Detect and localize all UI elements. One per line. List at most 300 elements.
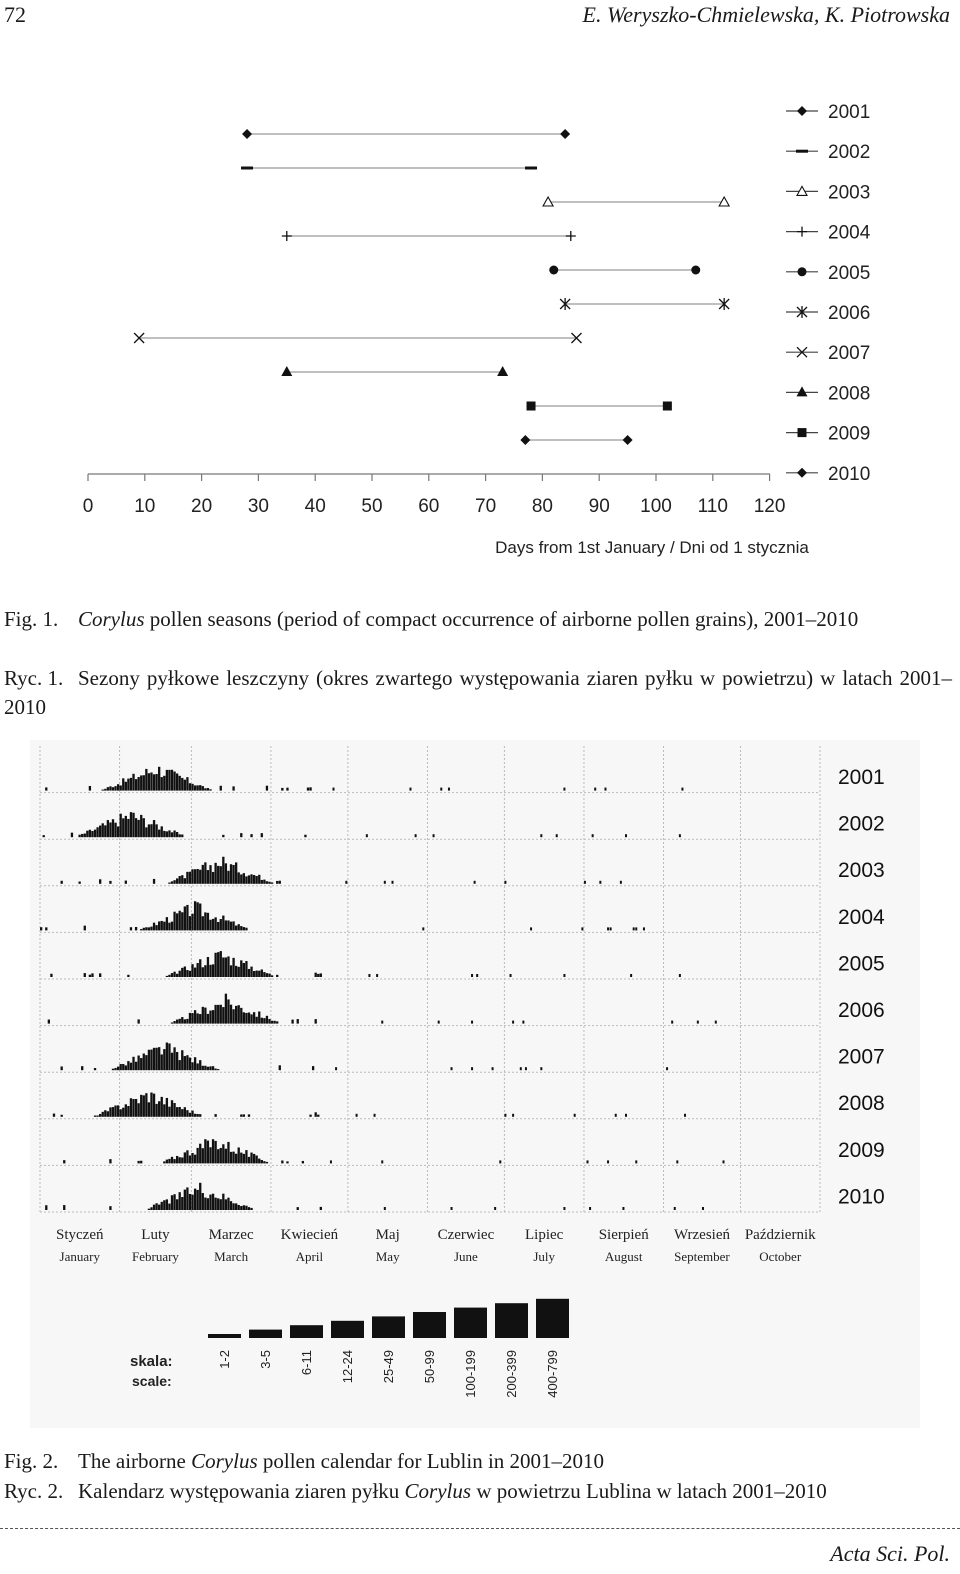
pollen-bar (199, 1144, 201, 1164)
pollen-bar (194, 1155, 196, 1164)
pollen-bar (194, 785, 196, 790)
pollen-bar (222, 1194, 224, 1210)
pollen-bar (304, 835, 306, 837)
year-label: 2008 (838, 1092, 885, 1116)
pollen-bar (163, 1200, 165, 1210)
caption-suffix: pollen calendar for Lublin in 2001–2010 (262, 1449, 605, 1473)
legend-label: 2003 (828, 182, 871, 204)
pollen-bar (99, 826, 101, 838)
pollen-bar (204, 1139, 206, 1163)
legend-label: 2002 (828, 142, 871, 164)
legend-marker (797, 468, 807, 478)
pollen-bar (161, 1054, 163, 1070)
pollen-bar (63, 1205, 65, 1210)
pollen-bar (155, 1048, 157, 1070)
pollen-bar (232, 1152, 234, 1164)
legend-marker (797, 386, 808, 396)
pollen-bar (161, 826, 163, 837)
pollen-bar (84, 834, 86, 838)
pollen-bar (114, 786, 116, 790)
x-tick-label: 120 (753, 496, 786, 517)
calendar-row-2008 (53, 1093, 686, 1117)
figure-2-pollen-calendar (30, 740, 920, 1428)
pollen-bar (222, 957, 224, 977)
pollen-bar (556, 834, 558, 837)
season-range-2004 (282, 231, 576, 241)
pollen-bar (130, 927, 132, 930)
pollen-bar (171, 1100, 173, 1117)
pollen-bar (138, 777, 140, 791)
pollen-bar (189, 1058, 191, 1071)
pollen-bar (240, 926, 242, 930)
pollen-bar (171, 881, 173, 883)
pollen-bar (127, 1106, 129, 1117)
pollen-bar (176, 1052, 178, 1070)
season-range-2001 (242, 129, 570, 139)
pollen-bar (94, 1068, 96, 1070)
pollen-bar (279, 881, 281, 884)
pollen-bar (227, 920, 229, 930)
pollen-bar (112, 1107, 114, 1117)
pollen-bar (86, 831, 88, 838)
pollen-bar (176, 878, 178, 883)
pollen-bar (217, 1149, 219, 1163)
pollen-bar (248, 1012, 250, 1023)
pollen-bar (191, 869, 193, 884)
pollen-bar (471, 1021, 473, 1024)
pollen-bar (499, 1160, 501, 1163)
pollen-bar (112, 787, 114, 790)
pollen-bar (194, 1189, 196, 1210)
pollen-bar (186, 1150, 188, 1163)
caption-prefix: The airborne (78, 1449, 186, 1473)
pollen-bar (227, 956, 229, 977)
pollen-bar (132, 813, 134, 837)
pollen-bar (248, 1207, 250, 1210)
pollen-bar (197, 869, 199, 884)
pollen-bar (697, 1021, 699, 1024)
page-number: 72 (4, 2, 26, 27)
pollen-bar (179, 1157, 181, 1163)
pollen-bar (135, 779, 137, 790)
pollen-bar (181, 875, 183, 884)
pollen-bar (220, 866, 222, 884)
calendar-row-2004 (40, 901, 645, 930)
pollen-bar (207, 913, 209, 931)
pollen-bar (415, 834, 417, 837)
pollen-bar (217, 866, 219, 884)
pollen-bar (155, 925, 157, 930)
x-tick-label: 20 (191, 496, 213, 517)
pollen-bar (594, 788, 596, 791)
calendar-row-2001 (45, 767, 683, 791)
pollen-bar (238, 967, 240, 977)
pollen-bar (122, 818, 124, 837)
pollen-bar (181, 1050, 183, 1070)
pollen-bar (592, 834, 594, 837)
pollen-bar (130, 1063, 132, 1071)
figure-1-range-chart (0, 80, 960, 570)
pollen-bar (235, 1154, 237, 1164)
pollen-bar (197, 902, 199, 930)
pollen-bar (202, 865, 204, 884)
pollen-bar (271, 882, 273, 883)
pollen-bar (173, 1194, 175, 1210)
month-label-en: April (295, 1249, 324, 1264)
pollen-bar (217, 1069, 219, 1070)
pollen-bar (250, 834, 252, 837)
legend-label: 2008 (828, 383, 871, 405)
pollen-bar (212, 1010, 214, 1023)
legend-marker (798, 267, 807, 276)
calendar-row-2002 (43, 812, 681, 837)
pollen-bar (173, 912, 175, 931)
pollen-bar (227, 1198, 229, 1210)
pollen-bar (250, 967, 252, 977)
pollen-bar (184, 1190, 186, 1210)
pollen-bar (166, 976, 168, 977)
pollen-bar (243, 1114, 245, 1116)
pollen-bar (179, 1107, 181, 1117)
calendar-row-2003 (61, 857, 622, 884)
calendar-row-2010 (45, 1183, 704, 1210)
x-axis-ticks (83, 474, 786, 517)
pollen-bar (232, 1203, 234, 1210)
pollen-bar (330, 1160, 332, 1163)
x-tick-label: 90 (588, 496, 610, 517)
pollen-bar (625, 1114, 627, 1117)
pollen-bar (202, 786, 204, 791)
pollen-bar (78, 835, 80, 838)
pollen-bar (276, 1021, 278, 1023)
pollen-bar (150, 1050, 152, 1071)
x-tick-label: 100 (640, 496, 672, 517)
figure-1-caption-en (4, 605, 952, 634)
pollen-bar (135, 1099, 137, 1117)
pollen-bar (61, 1115, 63, 1117)
pollen-bar (179, 1060, 181, 1070)
pollen-bar (179, 776, 181, 791)
pollen-bar (584, 881, 586, 884)
pollen-bar (494, 1207, 496, 1210)
scale-title-en: scale: (132, 1373, 172, 1389)
pollen-bar (135, 818, 137, 837)
pollen-bar (153, 1048, 155, 1070)
pollen-bar (145, 1055, 147, 1070)
pollen-bar (235, 1006, 237, 1024)
pollen-bar (176, 1156, 178, 1163)
scale-swatch (331, 1321, 364, 1338)
pollen-bar (253, 1154, 255, 1163)
x-tick-label: 70 (475, 496, 497, 517)
scale-class-label: 6-11 (299, 1350, 314, 1376)
pollen-bar (71, 833, 73, 838)
pollen-bar (176, 773, 178, 790)
month-label-pl: Wrzesień (673, 1227, 730, 1243)
footer-rule (0, 1528, 960, 1529)
pollen-bar (158, 1047, 160, 1070)
pollen-bar (189, 1113, 191, 1117)
pollen-bar (635, 1160, 637, 1163)
pollen-bar (173, 880, 175, 884)
pollen-bar (191, 1111, 193, 1117)
pollen-bar (186, 1019, 188, 1024)
pollen-bar (89, 786, 91, 791)
pollen-bar (40, 927, 42, 930)
caption-genus: Corylus (191, 1449, 258, 1473)
pollen-bar (125, 1104, 127, 1116)
pollen-bar (238, 1205, 240, 1210)
pollen-bar (214, 1141, 216, 1163)
pollen-bar (438, 1021, 440, 1024)
pollen-bar (268, 882, 270, 884)
pollen-bar (209, 865, 211, 884)
pollen-bar (510, 974, 512, 977)
pollen-bar (89, 830, 91, 837)
pollen-bar (166, 917, 168, 930)
pollen-bar (202, 967, 204, 977)
pollen-bar (158, 767, 160, 791)
scale-class-label: 1-2 (217, 1350, 232, 1369)
pollen-bar (250, 1153, 252, 1164)
pollen-bar (189, 872, 191, 884)
pollen-bar (163, 1161, 165, 1163)
pollen-bar (194, 1010, 196, 1023)
pollen-bar (679, 974, 681, 977)
pollen-bar (132, 774, 134, 791)
pollen-bar (122, 1108, 124, 1117)
pollen-bar (194, 901, 196, 930)
pollen-bar (153, 774, 155, 790)
pollen-bar (179, 876, 181, 884)
pollen-bar (125, 782, 127, 791)
month-label-pl: Sierpień (598, 1227, 649, 1243)
pollen-bar (679, 834, 681, 837)
scale-swatch (454, 1308, 487, 1338)
pollen-bar (194, 1057, 196, 1070)
pollen-bar (122, 778, 124, 790)
pollen-bar (99, 1114, 101, 1117)
pollen-bar (492, 1067, 494, 1070)
pollen-bar (702, 1207, 704, 1210)
pollen-bar (279, 1065, 281, 1070)
pollen-bar (186, 1187, 188, 1210)
pollen-bar (230, 1152, 232, 1164)
calendar-bars (40, 767, 725, 1210)
pollen-bar (199, 959, 201, 977)
pollen-bar (384, 881, 386, 884)
pollen-bar (171, 1022, 173, 1023)
pollen-bar (145, 927, 147, 930)
pollen-bar (235, 1203, 237, 1210)
pollen-bar (204, 1008, 206, 1024)
month-label-en: August (604, 1249, 643, 1264)
pollen-bar (197, 1148, 199, 1164)
pollen-bar (168, 770, 170, 791)
year-labels (838, 766, 885, 1208)
pollen-bar (173, 1159, 175, 1163)
pollen-bar (222, 835, 224, 837)
pollen-bar (261, 969, 263, 977)
pollen-bar (138, 1103, 140, 1117)
pollen-bar (107, 787, 109, 790)
caption-suffix: w powietrzu Lublina w latach 2001–2010 (476, 1479, 827, 1503)
x-tick-label: 40 (304, 496, 326, 517)
pollen-bar (199, 870, 201, 884)
pollen-bar (191, 1013, 193, 1024)
pollen-bar (207, 1198, 209, 1210)
pollen-bar (253, 971, 255, 977)
pollen-bar (148, 1209, 150, 1210)
pollen-bar (161, 1097, 163, 1117)
season-range-2007 (134, 333, 581, 343)
month-label-pl: Lipiec (525, 1227, 564, 1243)
pollen-bar (273, 1021, 275, 1024)
range-end-marker (497, 366, 508, 376)
pollen-bar (168, 830, 170, 837)
legend-marker (798, 428, 807, 437)
pollen-bar (217, 922, 219, 930)
caption-label: Ryc. 1. (4, 666, 64, 690)
legend-item-2007 (786, 343, 870, 364)
pollen-bar (214, 953, 216, 977)
pollen-bar (140, 1095, 142, 1117)
pollen-bar (266, 1162, 268, 1164)
pollen-bar (199, 1060, 201, 1070)
pollen-bar (256, 971, 258, 977)
pollen-bar (384, 1207, 386, 1210)
pollen-bar (145, 769, 147, 791)
pollen-bar (230, 864, 232, 884)
legend-label: 2010 (828, 463, 871, 485)
caption-label: Ryc. 2. (4, 1479, 64, 1503)
pollen-bar (140, 929, 142, 930)
caption-text: pollen seasons (period of compact occurrence of airborne pollen grains), 2001–2010 (149, 607, 859, 631)
scale-class-label: 100-199 (463, 1350, 478, 1398)
month-label-pl: Marzec (208, 1227, 254, 1243)
pollen-bar (451, 1207, 453, 1210)
pollen-bar (309, 787, 311, 790)
pollen-bar (317, 1115, 319, 1117)
scale-swatch (290, 1325, 323, 1338)
pollen-bar (148, 927, 150, 930)
pollen-bar (209, 965, 211, 977)
pollen-bar (132, 1057, 134, 1070)
pollen-bar (230, 1201, 232, 1210)
pollen-bar (140, 815, 142, 837)
pollen-bar (204, 862, 206, 883)
pollen-bar (261, 880, 263, 884)
pollen-bar (240, 960, 242, 977)
pollen-bar (225, 1199, 227, 1210)
pollen-bar (199, 1014, 201, 1024)
pollen-bar (243, 1154, 245, 1164)
pollen-bar (138, 820, 140, 837)
pollen-bar (589, 1207, 591, 1210)
pollen-bar (127, 1061, 129, 1070)
pollen-bar (253, 1012, 255, 1023)
pollen-bar (166, 770, 168, 791)
scale-swatch (208, 1334, 241, 1338)
pollen-bar (258, 875, 260, 884)
range-start-marker (549, 266, 558, 275)
pollen-bar (315, 1019, 317, 1023)
pollen-bar (45, 1205, 47, 1210)
pollen-bar (140, 1058, 142, 1070)
legend-marker (797, 106, 807, 116)
pollen-bar (163, 1049, 165, 1070)
pollen-bar (230, 965, 232, 977)
pollen-bar (245, 1206, 247, 1210)
pollen-bar (138, 1019, 140, 1023)
pollen-bar (135, 927, 137, 930)
pollen-bar (315, 1112, 317, 1116)
pollen-bar (232, 958, 234, 977)
season-ranges (134, 129, 729, 445)
pollen-bar (440, 788, 442, 791)
pollen-bar (512, 1114, 514, 1117)
year-label: 2007 (838, 1045, 885, 1069)
pollen-bar (587, 1160, 589, 1163)
pollen-bar (366, 834, 368, 837)
pollen-bar (189, 1155, 191, 1163)
calendar-grid (40, 746, 820, 1212)
pollen-bar (209, 920, 211, 931)
pollen-bar (191, 914, 193, 931)
year-label: 2001 (838, 766, 885, 789)
pollen-bar (184, 906, 186, 930)
pollen-bar (225, 994, 227, 1024)
range-start-marker (241, 167, 253, 170)
pollen-bar (633, 927, 635, 930)
pollen-bar (189, 916, 191, 930)
pollen-bar (104, 789, 106, 791)
pollen-bar (271, 975, 273, 977)
pollen-bar (184, 1152, 186, 1163)
pollen-bar (171, 832, 173, 837)
pollen-bar (320, 1207, 322, 1210)
legend-marker (797, 227, 807, 237)
pollen-bar (161, 1202, 163, 1210)
pollen-bar (148, 773, 150, 790)
pollen-bar (171, 922, 173, 931)
season-range-2009 (527, 402, 672, 411)
pollen-bar (676, 1160, 678, 1163)
pollen-bar (197, 1114, 199, 1117)
year-label: 2009 (838, 1138, 885, 1162)
pollen-bar (148, 1050, 150, 1070)
scale-title-pl: skala: (130, 1353, 173, 1370)
pollen-bar (235, 862, 237, 883)
legend-label: 2009 (828, 423, 871, 445)
pollen-bar (130, 778, 132, 791)
pollen-bar (225, 920, 227, 930)
pollen-bar (504, 881, 506, 884)
pollen-bar (335, 1067, 337, 1070)
pollen-bar (173, 1021, 175, 1024)
pollen-bar (207, 1067, 209, 1070)
pollen-bar (207, 957, 209, 977)
caption-label: Fig. 1. (4, 607, 59, 631)
pollen-bar (220, 1199, 222, 1210)
pollen-bar (315, 973, 317, 977)
pollen-bar (99, 973, 101, 977)
pollen-bar (191, 1062, 193, 1070)
pollen-bar (45, 927, 47, 930)
pollen-bar (179, 971, 181, 977)
pollen-bar (204, 1197, 206, 1210)
pollen-bar (176, 974, 178, 977)
